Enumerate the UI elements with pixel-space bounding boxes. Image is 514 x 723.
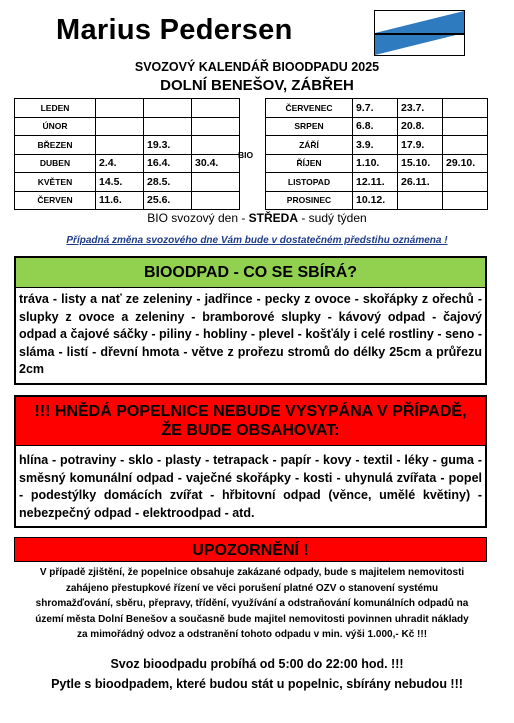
date-cell: 1.10. xyxy=(353,154,398,173)
date-cell: 26.11. xyxy=(398,173,443,192)
date-cell: 9.7. xyxy=(353,99,398,118)
bio-waste-box xyxy=(14,256,487,385)
month-label: ÚNOR xyxy=(15,117,96,136)
calendar-row xyxy=(15,136,240,155)
calendar-table-left xyxy=(14,98,240,210)
date-cell: 29.10. xyxy=(443,154,488,173)
calendar-row xyxy=(15,117,240,136)
month-label: ČERVEN xyxy=(15,191,96,210)
date-cell: 15.10. xyxy=(398,154,443,173)
date-cell xyxy=(144,99,192,118)
calendar-row xyxy=(15,173,240,192)
date-cell xyxy=(398,191,443,210)
attention-text: V případě zjištění, že popelnice obsahuje zakázané odpady, bude s majitelem nemovitosti zahájeno přestupkové řízení ve věci porušení platné OZV o stanovení systému shromažďování, sběru, přepravy, třídění, využívání a odstraňování komunálních odpadů na území města Dolní Benešov a současně bude majitel nemovitosti povinnen uhradit náklady za mimořádný odvoz a odstranění tohoto odpadu v min. výši 1.000,- Kč !!! xyxy=(35,567,469,640)
month-label: LEDEN xyxy=(15,99,96,118)
calendar-title: SVOZOVÝ KALENDÁŘ BIOODPADU 2025 xyxy=(134,60,380,74)
date-cell xyxy=(192,99,240,118)
attention-header: UPOZORNĚNÍ ! xyxy=(14,537,487,562)
collection-hours: Svoz bioodpadu probíhá od 5:00 do 22:00 hod. !!! xyxy=(110,657,404,671)
date-cell xyxy=(443,191,488,210)
date-cell: 16.4. xyxy=(144,154,192,173)
date-cell xyxy=(443,117,488,136)
date-cell: 6.8. xyxy=(353,117,398,136)
brand-logo-text: Marius Pedersen xyxy=(56,14,293,46)
bio-label: BIO xyxy=(238,150,254,160)
date-cell: 28.5. xyxy=(144,173,192,192)
month-label: ČERVENEC xyxy=(266,99,353,118)
month-label: SRPEN xyxy=(266,117,353,136)
forbidden-waste-box xyxy=(14,395,487,528)
date-cell: 2.4. xyxy=(96,154,144,173)
month-label: ŘÍJEN xyxy=(266,154,353,173)
date-cell xyxy=(443,136,488,155)
change-notice: Případná změna svozového dne Vám bude v dostatečném předstihu oznámena ! xyxy=(66,235,448,246)
date-cell xyxy=(192,136,240,155)
date-cell: 25.6. xyxy=(144,191,192,210)
date-cell xyxy=(192,191,240,210)
calendar-row xyxy=(266,191,488,210)
bio-waste-list: tráva - listy a nať ze zeleniny - jadřince - pecky z ovoce - skořápky z ořechů - slupky z ovoce a zeleniny - bramborové slupky - kávový odpad - čajový odpad a čajové sáčky - piliny - hobliny - plevel - košťály i celé rostliny - seno - sláma - listí - dřevní hmota - větve z prořezu stromů do délky 25cm a průřezu 2cm xyxy=(19,292,482,376)
calendar-row xyxy=(266,173,488,192)
calendar-row xyxy=(266,136,488,155)
calendar-table-right xyxy=(265,98,488,210)
month-label: DUBEN xyxy=(15,154,96,173)
date-cell xyxy=(144,117,192,136)
date-cell: 20.8. xyxy=(398,117,443,136)
forbidden-waste-header: !!! HNĚDÁ POPELNICE NEBUDE VYSYPÁNA V PŘÍPADĚ, ŽE BUDE OBSAHOVAT: xyxy=(16,397,485,446)
calendar-subtitle: DOLNÍ BENEŠOV, ZÁBŘEH xyxy=(160,77,354,94)
month-label: ZÁŘÍ xyxy=(266,136,353,155)
collection-day-prefix: BIO svozový den - xyxy=(147,211,249,225)
calendar-row xyxy=(266,99,488,118)
calendar-row xyxy=(266,154,488,173)
date-cell: 11.6. xyxy=(96,191,144,210)
flag-logo-icon xyxy=(374,10,465,56)
date-cell xyxy=(192,117,240,136)
date-cell xyxy=(96,136,144,155)
month-label: LISTOPAD xyxy=(266,173,353,192)
date-cell: 10.12. xyxy=(353,191,398,210)
date-cell: 23.7. xyxy=(398,99,443,118)
date-cell xyxy=(96,117,144,136)
collection-day-line xyxy=(0,211,514,225)
calendar-row xyxy=(15,191,240,210)
calendar-row xyxy=(15,154,240,173)
collection-day-weekday: STŘEDA xyxy=(248,211,298,225)
collection-day-suffix: - sudý týden xyxy=(298,211,367,225)
calendar-row xyxy=(266,117,488,136)
forbidden-waste-list: hlína - potraviny - sklo - plasty - tetrapack - papír - kovy - textil - léky - guma - směsný komunální odpad - vaječné skořápky - kosti - uhynulá zvířata - popel - podestýlky domácích zvířat - hřbitovní odpad (věnce, umělé květiny) - nebezpečný odpad - elektroodpad - atd. xyxy=(19,453,482,520)
month-label: PROSINEC xyxy=(266,191,353,210)
date-cell: 12.11. xyxy=(353,173,398,192)
bags-warning: Pytle s bioodpadem, které budou stát u popelnic, sbírány nebudou !!! xyxy=(51,677,463,691)
date-cell xyxy=(192,173,240,192)
date-cell xyxy=(443,99,488,118)
date-cell: 3.9. xyxy=(353,136,398,155)
date-cell: 19.3. xyxy=(144,136,192,155)
calendar-row xyxy=(15,99,240,118)
date-cell xyxy=(443,173,488,192)
bio-waste-header: BIOODPAD - CO SE SBÍRÁ? xyxy=(16,258,485,288)
date-cell: 14.5. xyxy=(96,173,144,192)
month-label: KVĚTEN xyxy=(15,173,96,192)
month-label: BŘEZEN xyxy=(15,136,96,155)
date-cell: 17.9. xyxy=(398,136,443,155)
date-cell: 30.4. xyxy=(192,154,240,173)
date-cell xyxy=(96,99,144,118)
